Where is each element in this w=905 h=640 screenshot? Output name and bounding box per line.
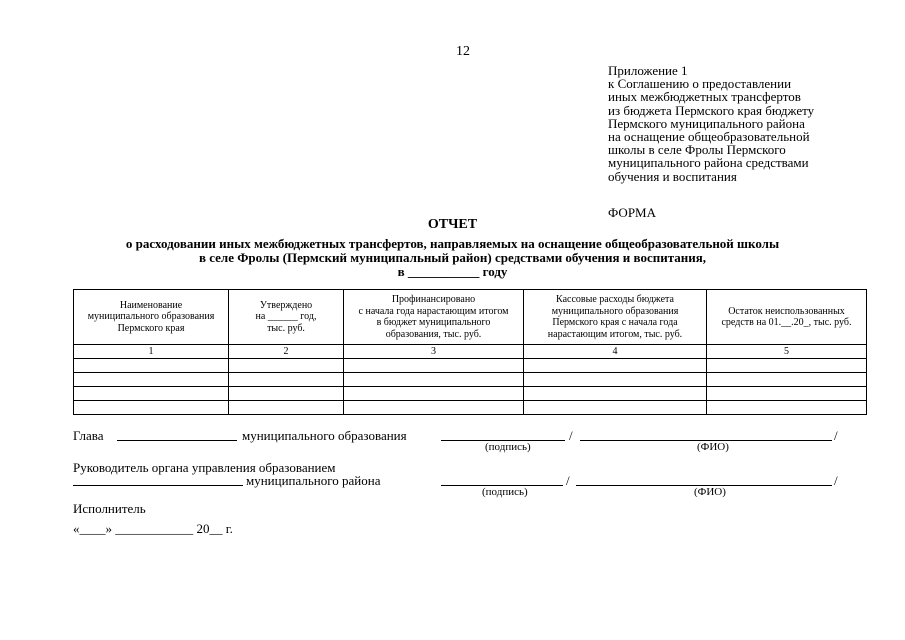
- head-fio-caption: (ФИО): [697, 441, 729, 453]
- header-cell-financed: [344, 290, 524, 345]
- appendix-line: на оснащение общеобразовательной: [608, 129, 810, 145]
- table-cell[interactable]: [229, 373, 344, 387]
- appendix-block: [608, 64, 814, 183]
- appendix-line: обучения и воспитания: [608, 168, 737, 184]
- header-text: с начала года нарастающим итогом: [358, 305, 509, 317]
- head-sign-caption: (подпись): [485, 441, 531, 453]
- table-cell[interactable]: [74, 359, 229, 373]
- slash: /: [569, 428, 573, 443]
- header-text: Профинансировано: [391, 294, 476, 305]
- table-cell[interactable]: [229, 359, 344, 373]
- manager-name-field[interactable]: [73, 485, 243, 486]
- table-cell[interactable]: [707, 359, 867, 373]
- header-text: образования, тыс. руб.: [385, 328, 482, 340]
- header-text: Наименование: [119, 299, 183, 311]
- report-title: ОТЧЕТ: [427, 217, 478, 232]
- appendix-line: Пермского муниципального района: [608, 115, 805, 131]
- date-line[interactable]: «____» ____________ 20__ г.: [73, 521, 233, 536]
- table-cell[interactable]: [524, 373, 707, 387]
- manager-fio-caption: (ФИО): [694, 486, 726, 498]
- column-number: 4: [524, 345, 707, 359]
- head-label: Глава: [73, 428, 104, 443]
- table-cell[interactable]: [707, 373, 867, 387]
- header-text: Пермского края: [117, 322, 185, 334]
- slash: /: [834, 473, 838, 488]
- table-row: [74, 359, 867, 373]
- column-number: 3: [344, 345, 524, 359]
- header-text: Остаток неиспользованных: [728, 305, 845, 317]
- table-cell[interactable]: [524, 387, 707, 401]
- table-header-row: [74, 290, 867, 345]
- manager-label: Руководитель органа управления образованием: [73, 460, 336, 475]
- page-number: 12: [456, 44, 470, 59]
- header-text: муниципального образования: [87, 311, 215, 323]
- header-text: средств на 01.__.20_, тыс. руб.: [721, 317, 852, 328]
- table-cell[interactable]: [344, 359, 524, 373]
- table-cell[interactable]: [74, 401, 229, 415]
- report-subtitle-line3: в ___________ году: [397, 264, 508, 279]
- column-number-row: [74, 345, 867, 359]
- table-cell[interactable]: [74, 373, 229, 387]
- header-text: в бюджет муниципального: [376, 317, 491, 328]
- column-number: 2: [229, 345, 344, 359]
- table-cell[interactable]: [344, 373, 524, 387]
- header-text: муниципального образования: [551, 305, 679, 317]
- header-cell-cash-expenses: [524, 290, 707, 345]
- table-cell[interactable]: [344, 387, 524, 401]
- header-text: Пермского края с начала года: [552, 317, 678, 328]
- header-text: тыс. руб.: [267, 322, 305, 334]
- table-cell[interactable]: [344, 401, 524, 415]
- appendix-line: муниципального района средствами: [608, 155, 809, 171]
- header-cell-remainder: [707, 290, 867, 345]
- report-subtitle-line2: в селе Фролы (Пермский муниципальный район) средствами обучения и воспитания,: [198, 250, 707, 265]
- table-cell[interactable]: [524, 359, 707, 373]
- table-cell[interactable]: [229, 387, 344, 401]
- appendix-line: к Соглашению о предоставлении: [608, 76, 792, 92]
- table-cell[interactable]: [524, 401, 707, 415]
- header-text: нарастающим итогом, тыс. руб.: [547, 328, 683, 340]
- manager-sign-caption: (подпись): [482, 486, 528, 498]
- header-text: Кассовые расходы бюджета: [556, 294, 674, 305]
- executor-label: Исполнитель: [73, 501, 146, 516]
- header-cell-municipality: [74, 290, 229, 345]
- header-text: Утверждено: [259, 299, 313, 311]
- slash: /: [834, 428, 838, 443]
- appendix-line: иных межбюджетных трансфертов: [608, 89, 801, 105]
- table-cell[interactable]: [707, 401, 867, 415]
- appendix-line: Приложение 1: [608, 63, 688, 78]
- report-table: [73, 289, 867, 415]
- table-cell[interactable]: [707, 387, 867, 401]
- table-cell[interactable]: [229, 401, 344, 415]
- head-name-field[interactable]: [117, 440, 237, 441]
- table-row: [74, 401, 867, 415]
- report-subtitle-line1: о расходовании иных межбюджетных трансфертов, направляемых на оснащение общеобразовательной школы: [125, 236, 780, 251]
- slash: /: [566, 473, 570, 488]
- municipal-district-label: муниципального района: [246, 473, 381, 488]
- header-cell-approved: [229, 290, 344, 345]
- form-label: ФОРМА: [608, 205, 656, 220]
- appendix-line: школы в селе Фролы Пермского: [608, 142, 786, 158]
- table-cell[interactable]: [74, 387, 229, 401]
- table-row: [74, 373, 867, 387]
- column-number: 5: [707, 345, 867, 359]
- municipal-entity-label: муниципального образования: [242, 428, 407, 443]
- table-row: [74, 387, 867, 401]
- column-number: 1: [74, 345, 229, 359]
- appendix-line: из бюджета Пермского края бюджету: [608, 102, 815, 118]
- header-text: на ______ год,: [255, 311, 317, 323]
